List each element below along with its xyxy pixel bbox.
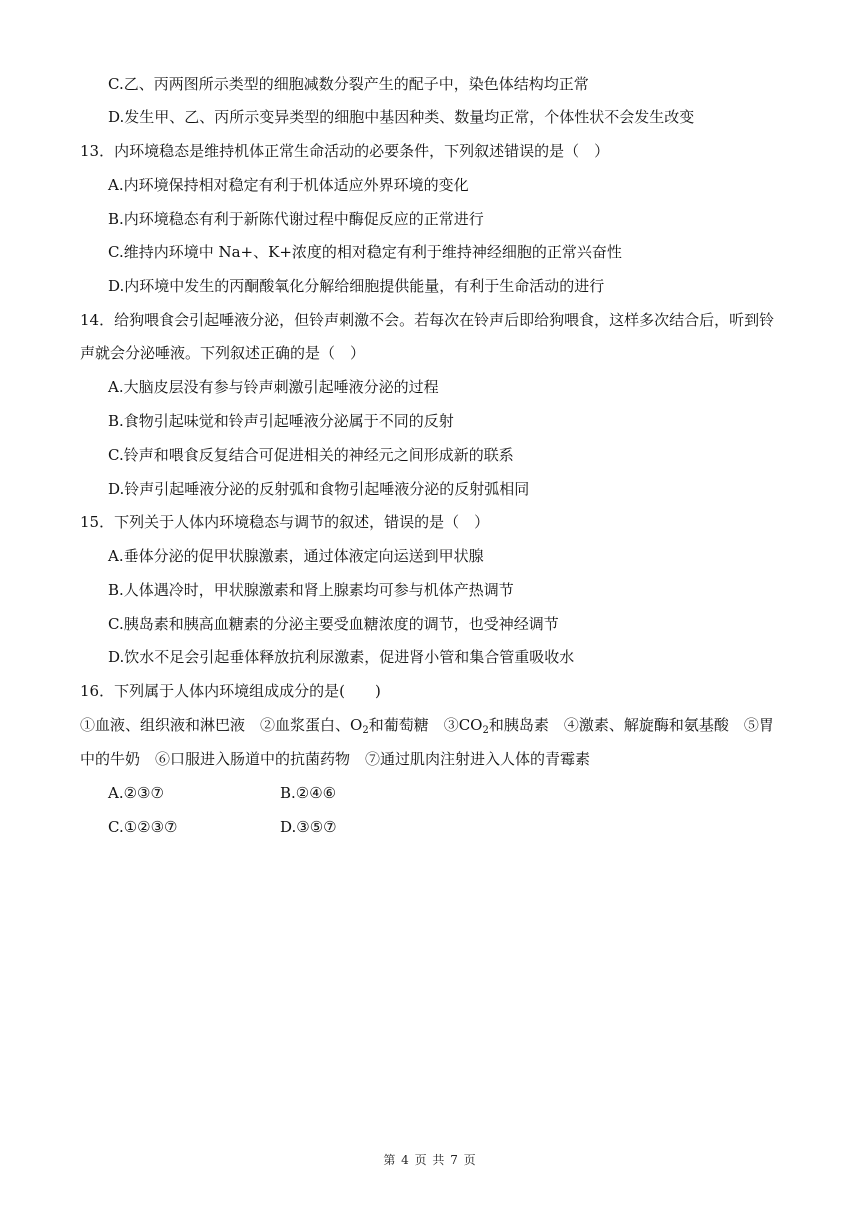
question-14-stem-line-1: 14．给狗喂食会引起唾液分泌，但铃声刺激不会。若每次在铃声后即给狗喂食，这样多次结合后，听到铃	[80, 311, 775, 329]
question-16-items-part-b: 和葡萄糖 ③CO	[368, 716, 483, 734]
question-14-stem-line-2: 声就会分泌唾液。下列叙述正确的是（ ）	[80, 344, 366, 362]
question-14-option-c: C.铃声和喂食反复结合可促进相关的神经元之间形成新的联系	[108, 446, 514, 464]
question-12-option-d: D.发生甲、乙、丙所示变异类型的细胞中基因种类、数量均正常，个体性状不会发生改变	[108, 108, 695, 126]
question-13-option-c: C.维持内环境中 Na+、K+浓度的相对稳定有利于维持神经细胞的正常兴奋性	[108, 243, 622, 261]
page-footer: 第 4 页 共 7 页	[383, 1153, 477, 1167]
question-13-option-a: A.内环境保持相对稳定有利于机体适应外界环境的变化	[108, 176, 469, 194]
question-16-items-line-2: 中的牛奶 ⑥口服进入肠道中的抗菌药物 ⑦通过肌肉注射进入人体的青霉素	[80, 750, 591, 768]
question-13-stem: 13．内环境稳态是维持机体正常生命活动的必要条件，下列叙述错误的是（ ）	[80, 142, 610, 160]
question-16-option-c: C.①②③⑦	[108, 818, 178, 836]
question-16-option-b: B.②④⑥	[280, 784, 337, 802]
question-15-option-b: B.人体遇冷时，甲状腺激素和肾上腺素均可参与机体产热调节	[108, 581, 514, 599]
carbon-dioxide-subscript: 2	[482, 725, 489, 736]
question-16-items-part-c: 和胰岛素 ④激素、解旋酶和氨基酸 ⑤胃	[488, 716, 774, 734]
question-15-option-c: C.胰岛素和胰高血糖素的分泌主要受血糖浓度的调节，也受神经调节	[108, 615, 559, 633]
question-13-option-d: D.内环境中发生的丙酮酸氧化分解给细胞提供能量，有利于生命活动的进行	[108, 277, 605, 295]
question-15-option-a: A.垂体分泌的促甲状腺激素，通过体液定向运送到甲状腺	[108, 547, 484, 565]
question-16-items-line-1	[80, 715, 774, 741]
question-16-option-d: D.③⑤⑦	[280, 818, 337, 836]
question-13-option-b: B.内环境稳态有利于新陈代谢过程中酶促反应的正常进行	[108, 210, 484, 228]
question-14-option-d: D.铃声引起唾液分泌的反射弧和食物引起唾液分泌的反射弧相同	[108, 480, 530, 498]
question-15-stem: 15．下列关于人体内环境稳态与调节的叙述，错误的是（ ）	[80, 513, 490, 531]
question-12-option-c: C.乙、丙两图所示类型的细胞减数分裂产生的配子中，染色体结构均正常	[108, 75, 589, 93]
question-14-option-a: A.大脑皮层没有参与铃声刺激引起唾液分泌的过程	[108, 378, 439, 396]
question-16-items-part-a: ①血液、组织液和淋巴液 ②血浆蛋白、O	[80, 716, 363, 734]
question-16-stem: 16．下列属于人体内环境组成成分的是( )	[80, 682, 381, 700]
question-16-option-a: A.②③⑦	[108, 784, 164, 802]
oxygen-subscript: 2	[362, 725, 369, 736]
question-14-option-b: B.食物引起味觉和铃声引起唾液分泌属于不同的反射	[108, 412, 454, 430]
question-15-option-d: D.饮水不足会引起垂体释放抗利尿激素，促进肾小管和集合管重吸收水	[108, 648, 575, 666]
